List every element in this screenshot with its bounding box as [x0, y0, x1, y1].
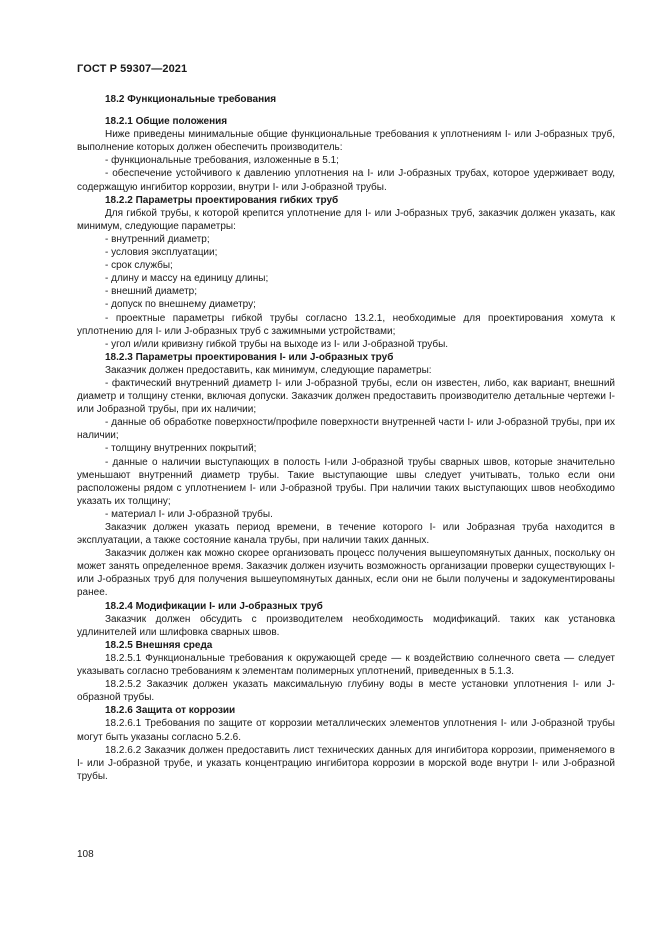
list-item: - допуск по внешнему диаметру; [105, 299, 256, 311]
subsection-heading: 18.2.2 Параметры проектирования гибких труб [105, 194, 339, 206]
section-heading: 18.2 Функциональные требования [105, 94, 277, 105]
paragraph: Заказчик должен предоставить, как минимум, следующие параметры: [105, 364, 432, 376]
list-item: - обеспечение устойчивого к давлению уплотнения на I- или J-образных трубах, которое удерживает воду, содержащую ингибитор коррозии, внутри I- или J-образной трубы. [77, 168, 615, 193]
document-header: ГОСТ Р 59307—2021 [77, 63, 188, 75]
list-item: - материал I- или J-образной трубы. [105, 508, 273, 520]
list-item: - срок службы; [105, 260, 173, 272]
subsection-heading: 18.2.5 Внешняя среда [105, 639, 213, 651]
paragraph: 18.2.5.2 Заказчик должен указать максимальную глубину воды в месте установки уплотнения I- или J-образной трубы. [77, 679, 615, 704]
page-number: 108 [77, 849, 94, 860]
list-item: - фактический внутренний диаметр I- или J-образной трубы, если он известен, либо, как вариант, внешний диаметр и толщину стенки, включая допуски. Заказчик должен предоставить производителю детальные чертежи I- или Jобразной трубы, при их наличии; [77, 377, 615, 416]
paragraph: Ниже приведены минимальные общие функциональные требования к уплотнениям I- или J-образных труб, выполнение которых должен обеспечить производитель: [77, 129, 615, 154]
subsection-heading: 18.2.3 Параметры проектирования I- или J-образных труб [105, 351, 394, 363]
paragraph: Заказчик должен как можно скорее организовать процесс получения вышеупомянутых данных, поскольку он может занять определенное время. Заказчик должен изучить возможность организации проверки существующих I- или J-образных труб для получения вышеупомянутых данных, если они не были получены и задокументированы ранее. [77, 548, 615, 599]
list-item: - внешний диаметр; [105, 286, 198, 298]
paragraph: Заказчик должен указать период времени, в течение которого I- или Jобразная труба находится в эксплуатации, а также состояние канала трубы, при наличии таких данных. [77, 522, 615, 547]
paragraph: Для гибкой трубы, к которой крепится уплотнение для I- или J-образных труб, заказчик должен указать, как минимум, следующие параметры: [77, 207, 615, 232]
paragraph: 18.2.6.2 Заказчик должен предоставить лист технических данных для ингибитора коррозии, применяемого в I- или J-образной трубе, и указать концентрацию ингибитора коррозии в морской воде внутри I- или J-образной трубы. [77, 744, 615, 782]
list-item: - толщину внутренних покрытий; [105, 443, 257, 455]
list-item: - внутренний диаметр; [105, 233, 210, 245]
list-item: - условия эксплуатации; [105, 247, 218, 259]
subsection-heading: 18.2.6 Защита от коррозии [105, 705, 236, 717]
subsection-heading: 18.2.4 Модификации I- или J-образных труб [105, 600, 323, 612]
subsection-heading: 18.2.1 Общие положения [105, 116, 228, 128]
paragraph: Заказчик должен обсудить с производителем необходимость модификаций. таких как установка удлинителей или шлифовка сварных швов. [77, 613, 615, 638]
list-item: - проектные параметры гибкой трубы согласно 13.2.1, необходимые для проектирования хомута к уплотнению для I- или J-образных труб с зажимными устройствами; [77, 312, 615, 337]
paragraph: 18.2.6.1 Требования по защите от коррозии металлических элементов уплотнения I- или J-образной трубы могут быть указаны согласно 5.2.6. [77, 718, 615, 743]
list-item: - угол и/или кривизну гибкой трубы на выходе из I- или J-образной трубы. [105, 338, 449, 350]
list-item: - данные об обработке поверхности/профиле поверхности внутренней части I- или J-образной трубы, при их наличии; [77, 417, 615, 442]
list-item: - длину и массу на единицу длины; [105, 273, 269, 285]
paragraph: 18.2.5.1 Функциональные требования к окружающей среде — к воздействию солнечного света — следует указывать согласно требованиям к элементам полимерных уплотнений, приведенных в 5.1.3. [77, 652, 615, 678]
list-item: - функциональные требования, изложенные в 5.1; [105, 155, 339, 167]
list-item: - данные о наличии выступающих в полость I-или J-образной трубы сварных швов, которые значительно уменьшают внутренний диаметр трубы. Такие выступающие швы следует учитывать, только если они расположены рядом с уплотнением I- или J-образной трубы. При наличии таких выступающих швов необходимо указать их толщину; [77, 456, 615, 507]
document-body [77, 93, 615, 783]
